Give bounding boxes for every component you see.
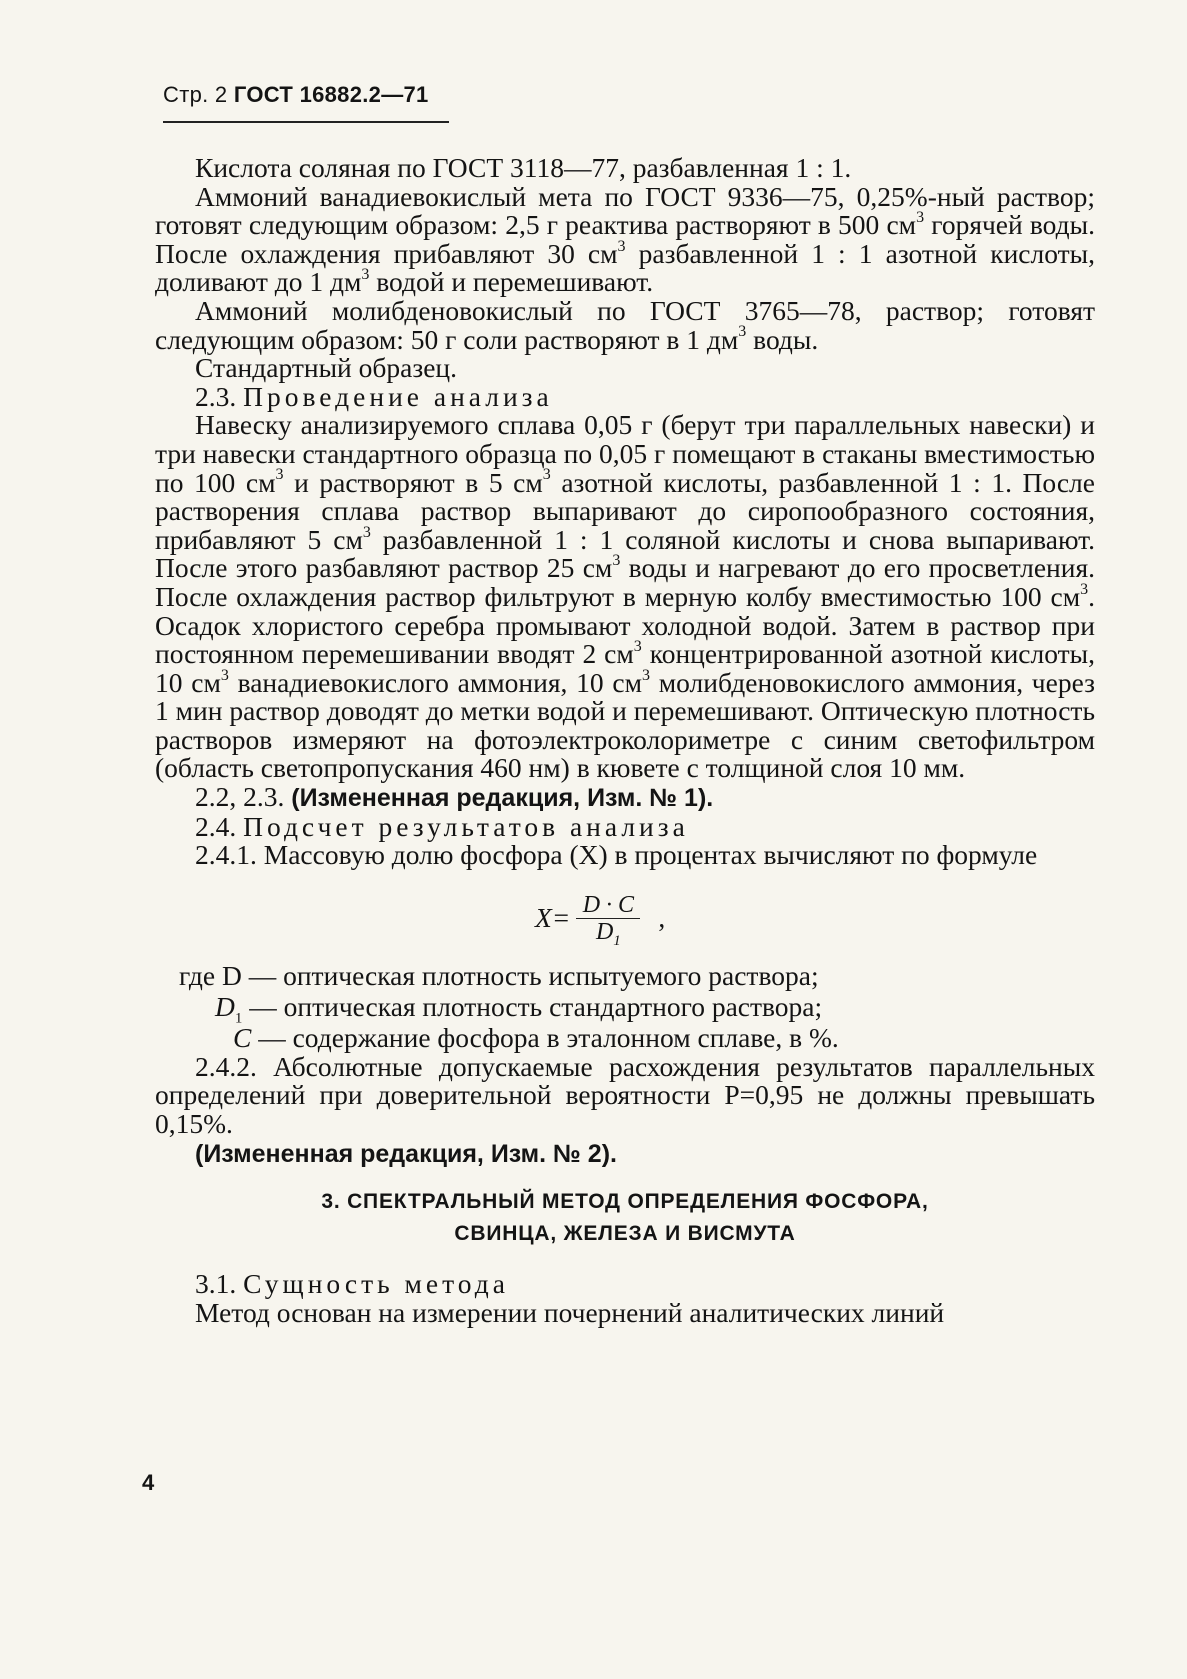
heading-2-4: 2.4. Подсчет результатов анализа: [195, 810, 689, 842]
definition-c: C — содержание фосфора в эталонном сплаве, в %.: [233, 1021, 839, 1053]
heading-2-3: 2.3. Проведение анализа: [195, 380, 553, 412]
edition-note-1: 2.2, 2.3. (Измененная редакция, Изм. № 1).: [195, 781, 714, 813]
formula-comma: ,: [658, 902, 666, 934]
header-page-label: Стр. 2: [163, 82, 228, 107]
formula-block: [155, 870, 1095, 960]
paragraph-standard-sample: Стандартный образец.: [195, 352, 458, 384]
paragraph-hydrochloric-acid: Кислота соляная по ГОСТ 3118—77, разбавленная 1 : 1.: [195, 152, 852, 183]
page-number: 4: [142, 1470, 155, 1495]
header-gost-number: ГОСТ 16882.2—71: [233, 82, 429, 107]
formula-numerator: D · C: [582, 891, 635, 918]
definition-d1: $D_1$ — оптическая плотность стандартного раствора;: [215, 990, 823, 1027]
paragraph-ammonium-vanadate: Аммоний ванадиевокислый мета по ГОСТ 9336—75, 0,25%-ный раствор; готовят следующим образом: 2,5 г реактива растворяют в 500 $см^3$ горячей воды. После охлаждения прибавляют 30 $см^3$ разбавленной 1 : 1 азотной кислоты, доливают до 1 $дм^3$ водой и перемешивают.: [155, 180, 1095, 298]
paragraph-mass-fraction: 2.4.1. Массовую долю фосфора (X) в процентах вычисляют по формуле: [195, 839, 1038, 871]
paragraph-analysis-procedure: Навеску анализируемого сплава 0,05 г (берут три параллельных навески) и три навески стандартного образца по 0,05 г помещают в стаканы вместимостью по 100 $см^3$ и растворяют в 5 $см^3$ азотной кислоты, разбавленной 1 : 1. После растворения сплава раствор выпаривают до сиропообразного состояния, прибавляют 5 $см^3$ разбавленной 1 : 1 соляной кислоты и снова выпаривают. После этого разбавляют раствор 25 $см^3$ воды и нагревают до его просветления. После охлаждения раствор фильтруют в мерную колбу вместимостью 100 $см^3$. Осадок хлористого серебра промывают холодной водой. Затем в раствор при постоянном перемешивании вводят 2 $см^3$ концентрированной азотной кислоты, 10 $см^3$ ванадиевокислого аммония, 10 $см^3$ молибденовокислого аммония, через 1 мин раствор доводят до метки водой и перемешивают. Оптическую плотность растворов измеряют на фотоэлектроколориметре с синим светофильтром (область светопропускания 460 нм) в кювете с толщиной слоя 10 мм.: [155, 409, 1096, 784]
formula: [535, 891, 666, 949]
paragraph-method-basis: Метод основан на измерении почернений аналитических линий: [195, 1296, 945, 1328]
edition-note-2: (Измененная редакция, Изм. № 2).: [195, 1139, 617, 1168]
header-rule: [163, 121, 449, 123]
formula-denominator: $D_1$: [595, 918, 621, 949]
page-header: [163, 82, 429, 108]
paragraph-tolerances: 2.4.2. Абсолютные допускаемые расхождения результатов параллельных определений при доверительной вероятности P=0,95 не должны превышать 0,15%.: [155, 1050, 1095, 1140]
definition-d: где D — оптическая плотность испытуемого раствора;: [179, 959, 819, 991]
section-3-title: 3. СПЕКТРАЛЬНЫЙ МЕТОД ОПРЕДЕЛЕНИЯ ФОСФОРА, СВИНЦА, ЖЕЛЕЗА И ВИСМУТА: [321, 1190, 929, 1246]
document-body: [155, 154, 1095, 1327]
paragraph-ammonium-molybdate: Аммоний молибденовокислый по ГОСТ 3765—78, раствор; готовят следующим образом: 50 г соли растворяют в 1 $дм^3$ воды.: [155, 294, 1095, 355]
formula-lhs: X=: [535, 902, 571, 934]
formula-fraction: [576, 891, 640, 949]
heading-3-1: 3.1. Сущность метода: [195, 1268, 509, 1300]
